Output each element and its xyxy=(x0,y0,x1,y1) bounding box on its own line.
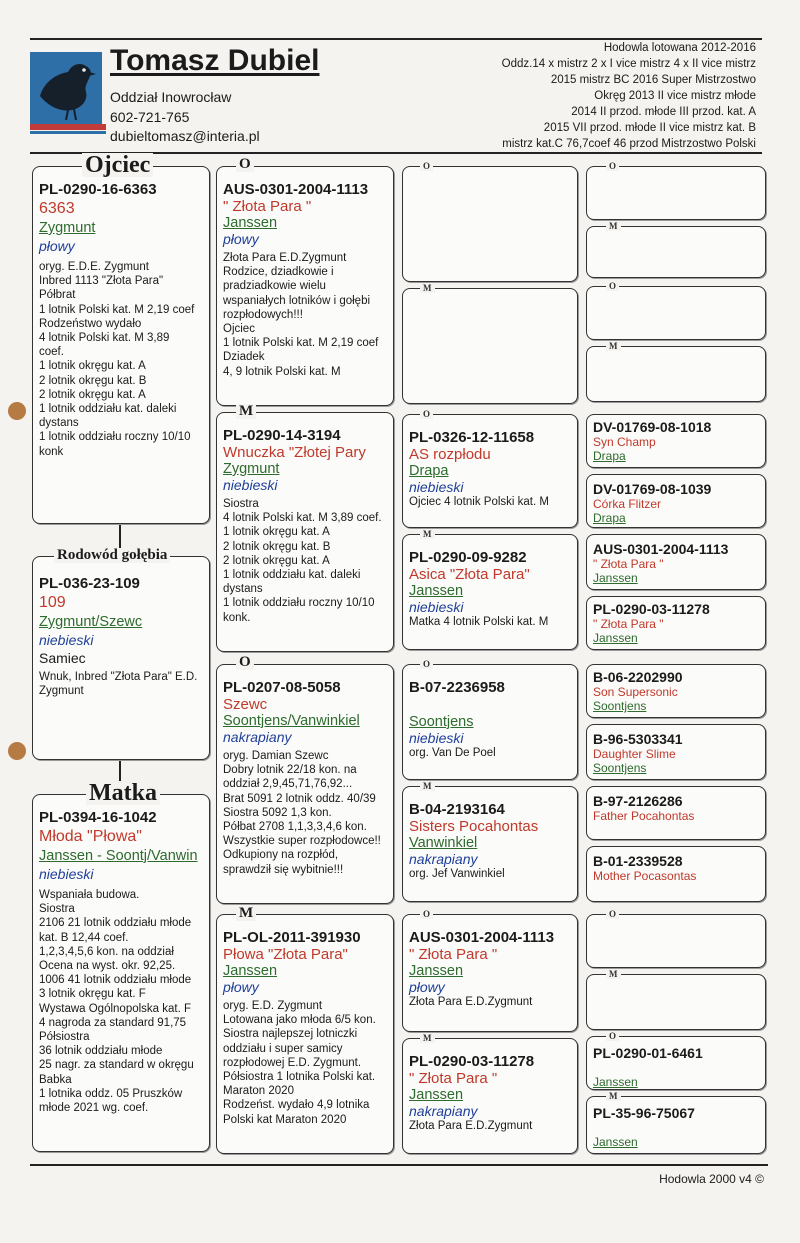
grandparent-breed: Janssen xyxy=(223,963,278,979)
great-grandparent-name: " Złota Para " xyxy=(409,946,498,963)
sire-label: O xyxy=(606,282,619,291)
great-grandparent-ring: B-07-2236958 xyxy=(409,679,505,696)
subject-color: niebieski xyxy=(39,632,94,648)
grandparent-description: Złota Para E.D.Zygmunt Rodzice, dziadkowie i pradziadkowie wielu wspaniałych lotników i gołębi rozpłodowych!!! Ojciec 1 lotnik Polski kat. M 2,19 coef Dziadek 4, 9 lotnik Polski kat. M xyxy=(223,252,379,378)
grandparent-name: Wnuczka "Złotej Pary xyxy=(223,444,366,461)
grandparent-color: płowy xyxy=(223,231,259,247)
ancestor-ring: PL-0290-03-11278 xyxy=(593,601,710,617)
ancestor-breed: Soontjens xyxy=(593,761,647,775)
grandparent-name: Szewc xyxy=(223,696,268,713)
binder-hole xyxy=(8,742,26,760)
sire-label: O xyxy=(606,1032,619,1041)
subject-card[interactable] xyxy=(32,556,210,760)
great-grandparent-ring: PL-0290-03-11278 xyxy=(409,1053,535,1070)
grandparent-description: oryg. Damian Szewc Dobry lotnik 22/18 kon. na oddział 2,9,45,71,76,92... Brat 5091 2 lotnik oddz. 40/39 Siostra 5092 1,3 kon. Półbat 2708 1,1,3,3,4,6 kon. Wszystkie super rozpłodowce!! Odkupiony na rozpłód, sprawdził się wybitnie!!! xyxy=(223,750,381,876)
grandparent-ring: PL-0290-14-3194 xyxy=(223,427,341,444)
ancestor-ring: PL-0290-01-6461 xyxy=(593,1045,703,1061)
ancestor-breed: Janssen xyxy=(593,1075,638,1089)
ancestor-name: Daughter Slime xyxy=(593,747,676,761)
great-grandparent-name: AS rozpłodu xyxy=(409,446,491,463)
ancestor-card[interactable] xyxy=(586,346,766,402)
great-grandparent-breed: Vanwinkiel xyxy=(409,835,478,851)
grandparent-ring: PL-0207-08-5058 xyxy=(223,679,341,696)
ancestor-card[interactable] xyxy=(586,664,766,718)
subject-name: 109 xyxy=(39,594,66,611)
ancestor-name: Mother Pocasontas xyxy=(593,869,697,883)
great-grandparent-description: Złota Para E.D.Zygmunt xyxy=(409,996,533,1008)
great-grandparent-color: niebieski xyxy=(409,599,464,615)
mother-card[interactable] xyxy=(32,794,210,1152)
ancestor-breed: Janssen xyxy=(593,571,638,585)
ancestor-name: Son Supersonic xyxy=(593,685,678,699)
dam-label: M xyxy=(420,782,435,791)
dam-label: M xyxy=(420,1034,435,1043)
connector-line xyxy=(119,522,121,548)
ancestor-card[interactable] xyxy=(586,846,766,902)
grandparent-ring: PL-OL-2011-391930 xyxy=(223,929,361,946)
sire-label: O xyxy=(420,162,433,171)
breeder-email[interactable]: dubieltomasz@interia.pl xyxy=(110,128,260,144)
subject-description: Wnuk, Inbred "Złota Para" E.D. Zygmunt xyxy=(39,671,198,698)
sire-label: O xyxy=(420,410,433,419)
grandparent-name: " Złota Para " xyxy=(223,198,312,215)
ancestor-ring: AUS-0301-2004-1113 xyxy=(593,541,729,557)
father-color: płowy xyxy=(39,238,75,254)
ancestor-card[interactable] xyxy=(586,474,766,528)
footer-rule xyxy=(30,1164,768,1166)
great-grandparent-description: org. Van De Poel xyxy=(409,747,496,759)
grandparent-breed: Zygmunt xyxy=(223,461,280,477)
ancestor-card[interactable] xyxy=(586,166,766,220)
ancestor-card[interactable] xyxy=(586,1096,766,1154)
breeder-branch: Oddział Inowrocław xyxy=(110,89,232,105)
grandparent-ring: AUS-0301-2004-1113 xyxy=(223,181,369,198)
great-grandparent-description: Złota Para E.D.Zygmunt xyxy=(409,1120,533,1132)
great-grandparent-card[interactable] xyxy=(402,288,578,404)
sire-label: O xyxy=(236,157,254,172)
sire-label: O xyxy=(606,162,619,171)
grandparent-breed: Janssen xyxy=(223,215,278,231)
footer-text: Hodowla 2000 v4 © xyxy=(659,1172,764,1186)
great-grandparent-description: org. Jef Vanwinkiel xyxy=(409,868,505,880)
grandparent-card[interactable] xyxy=(216,664,394,904)
achievement-line: 2015 mistrz BC 2016 Super Mistrzostwo xyxy=(550,74,756,86)
grandparent-description: oryg. E.D. Zygmunt Lotowana jako młoda 6/5 kon. Siostra najlepszej lotniczki oddziału i super samicy rozpłodowej E.D. Zygmunt. Półsiostra 1 lotnika Polski kat. Maraton 2020 Rodzeńst. wydało 4,9 lotnika Polski kat Maraton 2020 xyxy=(223,1000,376,1126)
dam-label: M xyxy=(420,284,435,293)
great-grandparent-breed: Soontjens xyxy=(409,714,474,730)
great-grandparent-name: Asica "Złota Para" xyxy=(409,566,530,583)
sire-label: O xyxy=(420,660,433,669)
achievement-line: 2014 II przod. młode III przod. kat. A xyxy=(571,106,756,118)
great-grandparent-description: Matka 4 lotnik Polski kat. M xyxy=(409,616,549,628)
great-grandparent-card[interactable] xyxy=(402,534,578,650)
achievement-line: mistrz kat.C 76,7coef 46 przod Mistrzostwo Polski xyxy=(502,138,756,150)
great-grandparent-color: niebieski xyxy=(409,730,464,746)
logo-red-bar xyxy=(30,124,106,130)
great-grandparent-color: płowy xyxy=(409,979,445,995)
grandparent-card[interactable] xyxy=(216,412,394,652)
father-label: Ojciec xyxy=(82,153,153,177)
ancestor-card[interactable] xyxy=(586,596,766,650)
father-card[interactable] xyxy=(32,166,210,524)
great-grandparent-breed: Drapa xyxy=(409,463,449,479)
pigeon-icon xyxy=(30,52,102,124)
mother-label: Matka xyxy=(86,781,160,805)
subject-ring: PL-036-23-109 xyxy=(39,575,140,592)
ancestor-card[interactable] xyxy=(586,786,766,840)
ancestor-breed: Janssen xyxy=(593,631,638,645)
ancestor-breed: Janssen xyxy=(593,1135,638,1149)
ancestor-card[interactable] xyxy=(586,914,766,968)
great-grandparent-ring: PL-0290-09-9282 xyxy=(409,549,527,566)
great-grandparent-ring: B-04-2193164 xyxy=(409,801,505,818)
great-grandparent-description: Ojciec 4 lotnik Polski kat. M xyxy=(409,496,549,508)
pigeon-label: Rodowód gołębia xyxy=(54,548,170,563)
ancestor-ring: B-01-2339528 xyxy=(593,853,683,869)
ancestor-name: Córka Flitzer xyxy=(593,497,662,511)
ancestor-ring: B-06-2202990 xyxy=(593,669,683,685)
ancestor-ring: DV-01769-08-1018 xyxy=(593,419,712,435)
father-breed: Zygmunt xyxy=(39,220,96,236)
great-grandparent-name xyxy=(409,696,573,714)
mother-color: niebieski xyxy=(39,866,94,882)
ancestor-ring: PL-35-96-75067 xyxy=(593,1105,695,1121)
great-grandparent-color: nakrapiany xyxy=(409,851,478,867)
great-grandparent-card[interactable] xyxy=(402,1038,578,1154)
grandparent-card[interactable] xyxy=(216,914,394,1154)
ancestor-card[interactable] xyxy=(586,226,766,278)
grandparent-color: niebieski xyxy=(223,477,278,493)
ancestor-breed: Drapa xyxy=(593,449,626,463)
ancestor-ring: B-96-5303341 xyxy=(593,731,683,747)
mother-breed: Janssen - Soontj/Vanwin xyxy=(39,848,198,864)
subject-sex: Samiec xyxy=(39,650,86,666)
ancestor-card[interactable] xyxy=(586,1036,766,1090)
achievement-line: Okręg 2013 II vice mistrz młode xyxy=(594,90,756,102)
ancestor-card[interactable] xyxy=(586,286,766,340)
ancestor-breed: Soontjens xyxy=(593,699,647,713)
father-ring: PL-0290-16-6363 xyxy=(39,181,157,198)
great-grandparent-card[interactable] xyxy=(402,166,578,282)
great-grandparent-card[interactable] xyxy=(402,786,578,902)
great-grandparent-name: Sisters Pocahontas xyxy=(409,818,539,835)
grandparent-description: Siostra 4 lotnik Polski kat. M 3,89 coef. 1 lotnik okręgu kat. A 2 lotnik okręgu kat. B 2 lotnik okręgu kat. A 1 lotnik oddziału kat. daleki dystans 1 lotnik oddziału roczny 10/10 konk. xyxy=(223,498,382,624)
father-name: 6363 xyxy=(39,200,75,217)
great-grandparent-name: " Złota Para " xyxy=(409,1070,498,1087)
ancestor-card[interactable] xyxy=(586,534,766,590)
ancestor-ring: B-97-2126286 xyxy=(593,793,683,809)
father-description: oryg. E.D.E. Zygmunt Inbred 1113 "Złota Para" Półbrat 1 lotnik Polski kat. M 2,19 coef Rodzeństwo wydało 4 lotnik Polski kat. M 3,89 coef. 1 lotnik okręgu kat. A 2 lotnik okręgu kat. B 2 lotnik okręgu kat. A 1 lotnik oddziału kat. daleki dystans 1 lotnik oddziału roczny 10/10 konk xyxy=(39,261,195,458)
ancestor-name: Father Pocahontas xyxy=(593,809,695,823)
great-grandparent-card[interactable] xyxy=(402,914,578,1032)
ancestor-card[interactable] xyxy=(586,414,766,468)
dam-label: M xyxy=(606,222,621,231)
great-grandparent-card[interactable] xyxy=(402,414,578,528)
grandparent-color: płowy xyxy=(223,979,259,995)
great-grandparent-breed: Janssen xyxy=(409,583,464,599)
sire-label: O xyxy=(606,910,619,919)
dam-label: M xyxy=(236,906,256,921)
ancestor-name: Syn Champ xyxy=(593,435,656,449)
great-grandparent-color: niebieski xyxy=(409,479,464,495)
logo-blue-bar xyxy=(30,131,106,134)
ancestor-card[interactable] xyxy=(586,974,766,1030)
subject-breed: Zygmunt/Szewc xyxy=(39,614,143,630)
ancestor-breed: Drapa xyxy=(593,511,626,525)
grandparent-name: Płowa "Złota Para" xyxy=(223,946,348,963)
mother-description: Wspaniała budowa. Siostra 2106 21 lotnik oddziału młode kat. B 12,44 coef. 1,2,3,4,5,6 kon. na oddział Ocena na wyst. okr. 92,25. 1006 41 lotnik oddziału młode 3 lotnik okręgu kat. F Wystawa Ogólnopolska kat. F 4 nagroda za standard 91,75 Półsiostra 36 lotnik oddziału młode 25 nagr. za standard w okręgu Babka 1 lotnika oddz. 05 Pruszków młode 2021 wg. coef. xyxy=(39,889,194,1115)
great-grandparent-ring: AUS-0301-2004-1113 xyxy=(409,929,555,946)
achievements xyxy=(396,40,756,152)
dam-label: M xyxy=(606,1092,621,1101)
binder-hole xyxy=(8,402,26,420)
ancestor-name: " Złota Para " xyxy=(593,557,664,571)
great-grandparent-breed: Janssen xyxy=(409,1087,464,1103)
ancestor-card[interactable] xyxy=(586,724,766,780)
great-grandparent-ring: PL-0326-12-11658 xyxy=(409,429,535,446)
dam-label: M xyxy=(236,404,256,419)
breeder-name: Tomasz Dubiel xyxy=(110,44,320,77)
pigeon-logo xyxy=(30,52,102,124)
mother-name: Młoda "Płowa" xyxy=(39,828,142,845)
great-grandparent-card[interactable] xyxy=(402,664,578,780)
breeder-phone: 602-721-765 xyxy=(110,109,190,125)
achievement-line: Oddz.14 x mistrz 2 x I vice mistrz 4 x II vice mistrz xyxy=(501,58,756,70)
dam-label: M xyxy=(420,530,435,539)
ancestor-ring: DV-01769-08-1039 xyxy=(593,481,712,497)
dam-label: M xyxy=(606,342,621,351)
dam-label: M xyxy=(606,970,621,979)
grandparent-card[interactable] xyxy=(216,166,394,406)
grandparent-breed: Soontjens/Vanwinkiel xyxy=(223,713,360,729)
sire-label: O xyxy=(420,910,433,919)
grandparent-color: nakrapiany xyxy=(223,729,292,745)
mother-ring: PL-0394-16-1042 xyxy=(39,809,157,826)
sire-label: O xyxy=(236,655,254,670)
achievement-line: 2015 VII przod. młode II vice mistrz kat. B xyxy=(543,122,756,134)
ancestor-name: " Złota Para " xyxy=(593,617,664,631)
great-grandparent-breed: Janssen xyxy=(409,963,464,979)
achievement-line: Hodowla lotowana 2012-2016 xyxy=(603,42,756,54)
great-grandparent-color: nakrapiany xyxy=(409,1103,478,1119)
